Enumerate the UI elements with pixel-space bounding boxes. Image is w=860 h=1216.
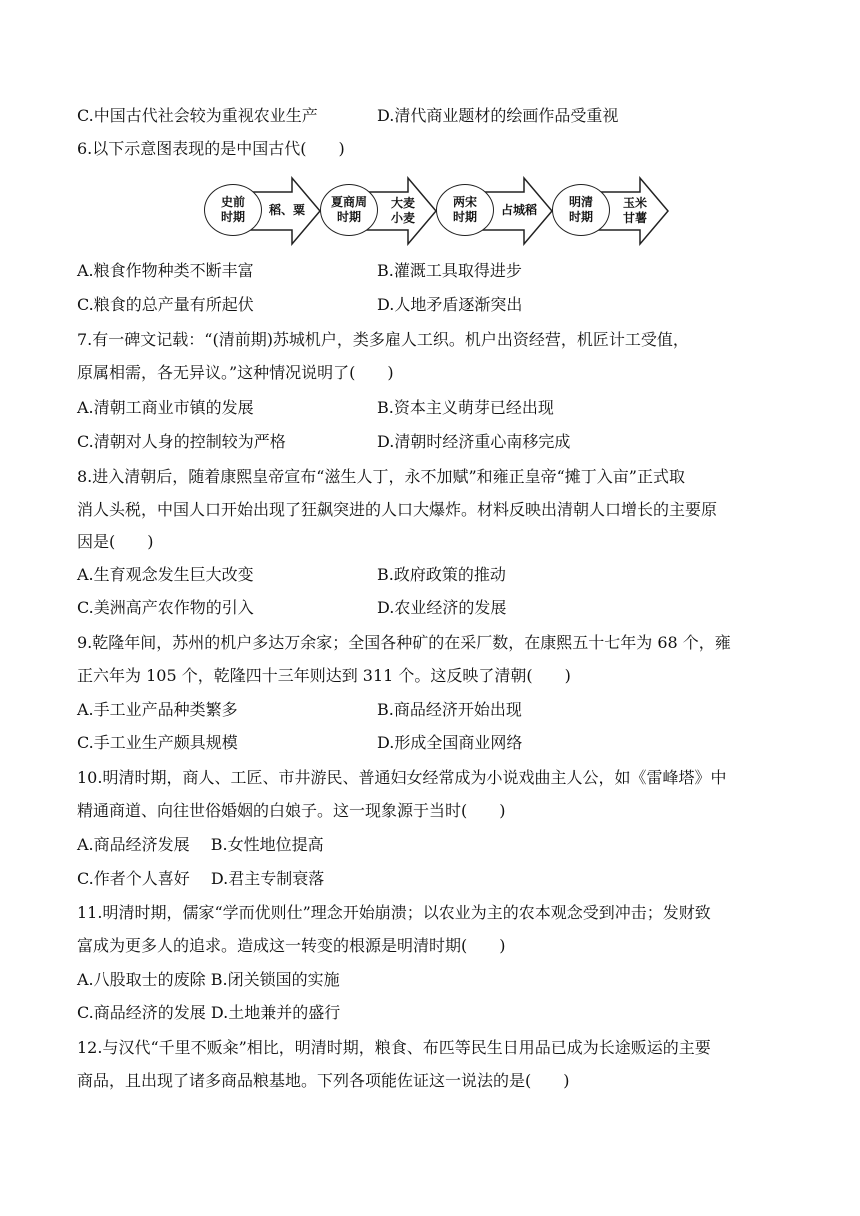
option-right: D.清朝时经济重心南移完成	[377, 432, 571, 451]
text-line: C.商品经济的发展 D.土地兼并的盛行	[77, 1003, 341, 1022]
text-line: 11.明清时期，儒家“学而优则仕”理念开始崩溃；以农业为主的农本观念受到冲击；发财致	[77, 903, 711, 922]
option-right: B.资本主义萌芽已经出现	[377, 398, 554, 417]
period-circle: 两宋 时期	[436, 184, 494, 236]
text-line: 原属相需，各无异议。”这种情况说明了( )	[77, 363, 394, 382]
text-line: 9.乾隆年间，苏州的机户多达万余家；全国各种矿的在采厂数，在康熙五十七年为 68 个，雍	[77, 633, 731, 652]
option-right: D.农业经济的发展	[377, 598, 507, 617]
period-circle: 明清 时期	[552, 184, 610, 236]
text-line: A.商品经济发展 B.女性地位提高	[77, 835, 324, 854]
text-line: 12.与汉代“千里不贩籴”相比，明清时期，粮食、布匹等民生日用品已成为长途贩运的主要	[77, 1038, 711, 1057]
period-circle: 史前 时期	[204, 184, 262, 236]
option-left: C.手工业生产颇具规模	[77, 733, 238, 752]
option-left: C.中国古代社会较为重视农业生产	[77, 106, 318, 125]
text-line: 10.明清时期，商人、工匠、市井游民、普通妇女经常成为小说戏曲主人公，如《雷峰塔》中	[77, 768, 727, 787]
period-circle: 夏商周 时期	[320, 184, 378, 236]
text-line: 精通商道、向往世俗婚姻的白娘子。这一现象源于当时( )	[77, 801, 506, 820]
option-left: A.生育观念发生巨大改变	[77, 565, 254, 584]
crop-label: 稻、粟	[268, 203, 305, 217]
option-left: C.清朝对人身的控制较为严格	[77, 432, 286, 451]
option-right: D.形成全国商业网络	[377, 733, 523, 752]
option-left: C.粮食的总产量有所起伏	[77, 295, 254, 314]
option-right: D.清代商业题材的绘画作品受重视	[377, 106, 619, 125]
text-line: C.作者个人喜好 D.君主专制衰落	[77, 869, 325, 888]
text-line: 正六年为 105 个，乾隆四十三年则达到 311 个。这反映了清朝( )	[77, 666, 571, 685]
text-line: 商品，且出现了诸多商品粮基地。下列各项能佐证这一说法的是( )	[77, 1071, 570, 1090]
option-right: D.人地矛盾逐渐突出	[377, 295, 523, 314]
crop-label: 玉米 甘薯	[622, 196, 647, 225]
option-left: A.手工业产品种类繁多	[77, 700, 238, 719]
text-line: 消人头税，中国人口开始出现了狂飙突进的人口大爆炸。材料反映出清朝人口增长的主要原	[77, 500, 718, 519]
text-line: 富成为更多人的追求。造成这一转变的根源是明清时期( )	[77, 936, 506, 955]
text-line: A.八股取士的废除 B.闭关锁国的实施	[77, 970, 340, 989]
option-right: B.政府政策的推动	[377, 565, 506, 584]
text-line: 8.进入清朝后，随着康熙皇帝宣布“滋生人丁，永不加赋”和雍正皇帝“摊丁入亩”正式取	[77, 467, 685, 486]
text-line: 6.以下示意图表现的是中国古代( )	[77, 139, 345, 158]
option-right: B.商品经济开始出现	[377, 700, 522, 719]
option-left: C.美洲高产农作物的引入	[77, 598, 254, 617]
crop-history-diagram	[204, 176, 664, 246]
text-line: 因是( )	[77, 532, 154, 551]
option-left: A.清朝工商业市镇的发展	[77, 398, 254, 417]
text-line: 7.有一碑文记载：“(清前期)苏城机户，类多雇人工织。机户出资经营，机匠计工受值，	[77, 330, 689, 349]
option-left: A.粮食作物种类不断丰富	[77, 261, 254, 280]
option-right: B.灌溉工具取得进步	[377, 261, 522, 280]
crop-label: 占城稻	[500, 203, 537, 217]
crop-label: 大麦 小麦	[390, 196, 415, 225]
